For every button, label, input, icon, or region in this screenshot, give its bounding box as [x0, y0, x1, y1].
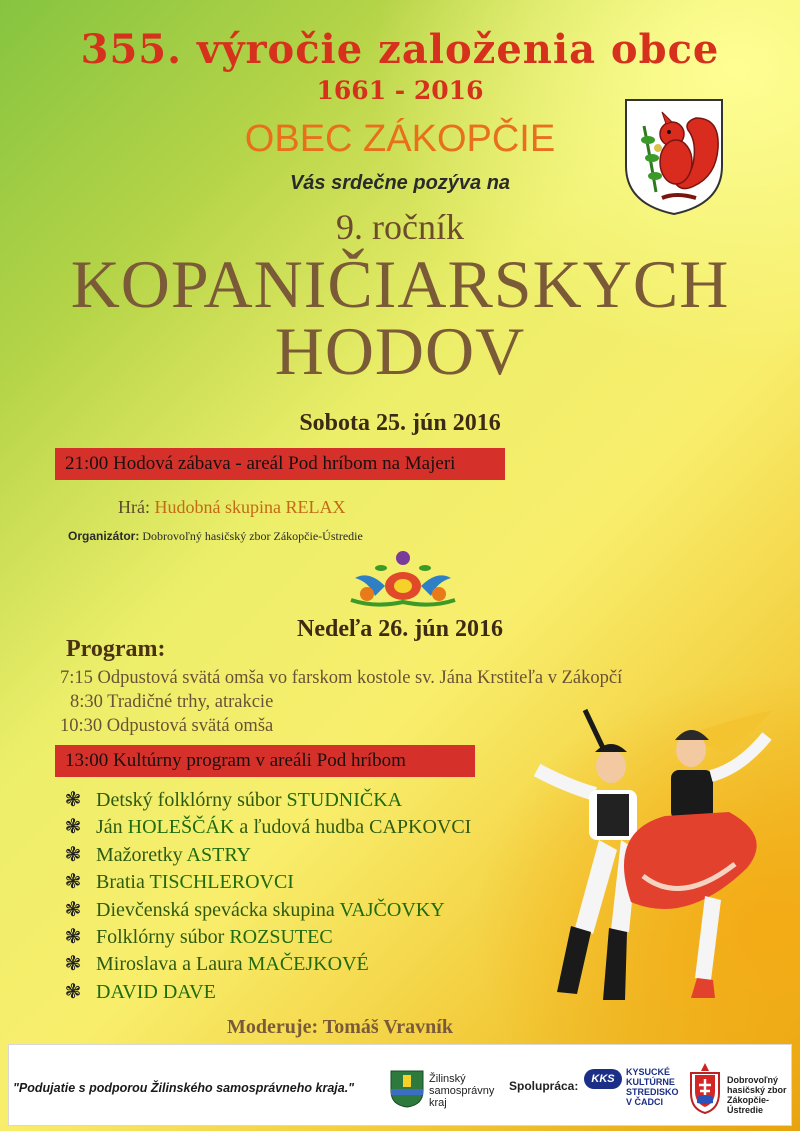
organizer-line	[68, 529, 363, 544]
edition-text: 9. ročník	[336, 207, 464, 247]
invitation-text: Vás srdečne pozýva na	[289, 172, 511, 194]
flower-bullet-icon: ❃	[64, 898, 82, 921]
performer-name: STUDNIČKA	[286, 789, 403, 811]
moderator-line: Moderuje: Tomáš Vravník	[227, 1016, 453, 1038]
performer-name: VAJČOVKY	[339, 898, 445, 921]
performer-item	[62, 787, 402, 813]
performer-text: Miroslava a Laura	[96, 953, 248, 976]
performer-item	[62, 951, 369, 977]
village-name: OBEC ZÁKOPČIE	[244, 118, 556, 160]
flower-bullet-icon: ❃	[64, 789, 82, 811]
organizer-name: Dobrovoľný hasičský zbor Zákopčie-Ústredie	[142, 529, 363, 543]
performer-text: Mažoretky	[96, 843, 187, 866]
program-item: 7:15 Odpustová svätá omša vo farskom kostole sv. Jána Krstiteľa v Zákopčí	[60, 668, 623, 688]
flower-bullet-icon: ❃	[64, 953, 82, 976]
cooperation-label: Spolupráca:	[509, 1079, 579, 1093]
program-item: 10:30 Odpustová svätá omša	[60, 716, 274, 736]
band-name: Hudobná skupina RELAX	[154, 497, 346, 517]
performer-name: MAČEJKOVÉ	[247, 953, 369, 976]
performer-item	[62, 814, 471, 840]
firefighters-emblem-icon	[685, 1061, 725, 1115]
organizer-label: Organizátor:	[68, 529, 140, 543]
performer-text: Folklórny súbor	[96, 926, 230, 948]
performer-text: Dievčenská spevácka skupina	[96, 898, 340, 921]
performer-name: ASTRY	[186, 843, 251, 866]
plays-line	[118, 497, 345, 518]
kks-name: KYSUCKÉ KULTÚRNE STREDISKO V ČADCI	[626, 1067, 679, 1107]
years-range: 1661 - 2016	[316, 76, 484, 105]
performer-text: Detský folklórny súbor	[96, 789, 287, 811]
performer-name: ROZSUTEC	[229, 926, 333, 948]
cultural-program-bar: 13:00 Kultúrny program v areáli Pod hríbom	[55, 745, 475, 777]
performer-item	[62, 924, 333, 950]
kks-badge-text: KKS	[591, 1073, 615, 1085]
zsk-name: Žilinský samosprávny kraj	[429, 1073, 495, 1109]
festival-title-line1: KOPANIČIARSKYCH	[70, 246, 730, 322]
festival-title-line2: HODOV	[274, 313, 526, 389]
performer-text: a ľudová hudba CAPKOVCI	[234, 816, 472, 839]
flower-bullet-icon: ❃	[64, 980, 82, 1003]
kks-logo-icon	[584, 1069, 622, 1089]
support-statement: "Podujatie s podporou Žilinského samosprávneho kraja."	[13, 1081, 355, 1095]
performer-text: Bratia	[96, 871, 150, 894]
performer-item	[62, 842, 251, 868]
program-item: 8:30 Tradičné trhy, atrakcie	[70, 692, 274, 712]
performer-item	[62, 897, 445, 923]
folk-ornament-icon	[345, 548, 461, 610]
flower-bullet-icon: ❃	[64, 926, 82, 948]
performer-item	[62, 979, 216, 1005]
anniversary-heading: 355. výročie založenia obce	[80, 26, 720, 73]
performer-name: DAVID DAVE	[96, 980, 216, 1003]
flower-bullet-icon: ❃	[64, 843, 82, 866]
sponsor-footer	[8, 1044, 792, 1126]
performer-text: Ján	[96, 816, 128, 839]
performer-name: TISCHLEROVCI	[149, 871, 294, 894]
sunday-date: Nedeľa 26. jún 2016	[297, 616, 503, 642]
dhz-name: Dobrovoľný hasičský zbor Zákopčie-Ústredie	[727, 1075, 787, 1115]
performer-item	[62, 869, 294, 895]
zsk-crest-icon	[389, 1069, 425, 1109]
flower-bullet-icon: ❃	[64, 871, 82, 894]
flower-bullet-icon: ❃	[64, 816, 82, 839]
plays-label: Hrá:	[118, 497, 150, 517]
performer-name: HOLEŠČÁK	[127, 816, 235, 839]
program-label: Program:	[66, 636, 166, 662]
folk-dancers-icon	[515, 700, 785, 1010]
saturday-date: Sobota 25. jún 2016	[299, 410, 501, 436]
saturday-event-bar: 21:00 Hodová zábava - areál Pod hríbom na Majeri	[55, 448, 505, 480]
